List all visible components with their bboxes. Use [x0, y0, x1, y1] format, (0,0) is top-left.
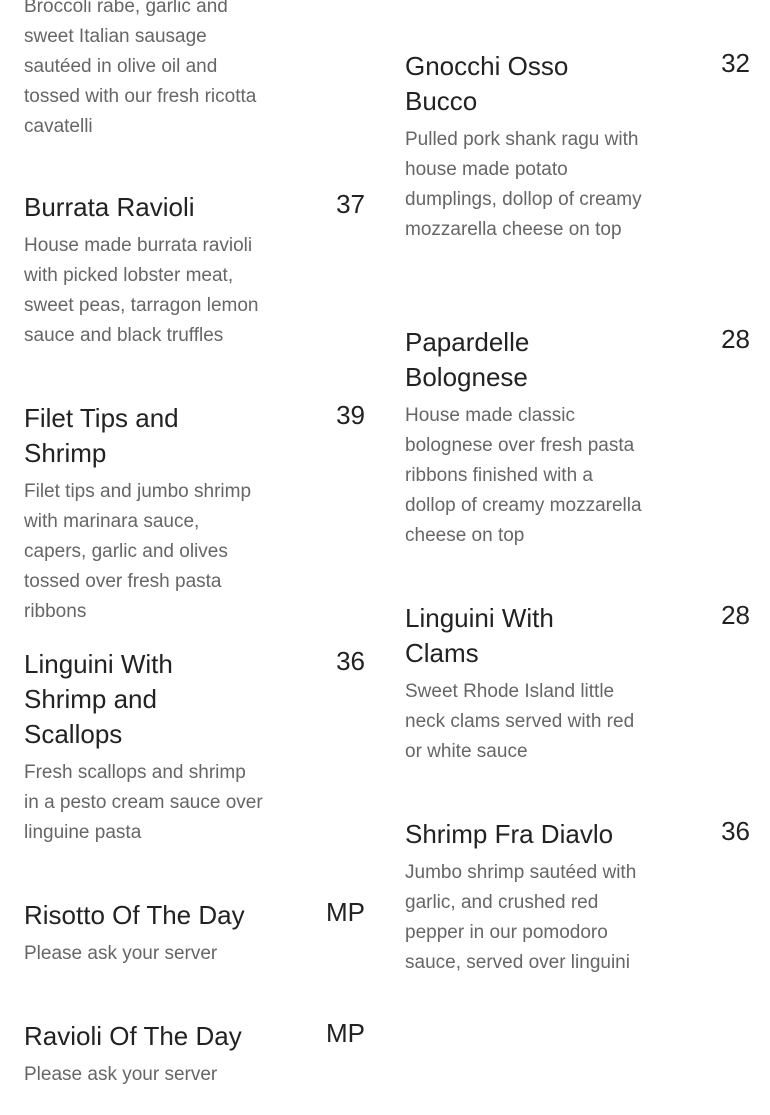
menu-item-header: [405, 49, 750, 119]
menu-item-description: House made burrata ravioli with picked lobster meat, sweet peas, tarragon lemon sauce and black truffles: [24, 235, 259, 346]
menu-item-name: Filet Tips and Shrimp: [24, 403, 179, 468]
menu-item-gnocchi-osso-bucco: [405, 49, 750, 245]
menu-item-header: [405, 601, 750, 671]
menu-item-name: Linguini With Clams: [405, 603, 554, 668]
menu-item-price: 37: [336, 189, 365, 219]
menu-item-ravioli-of-the-day: [24, 1019, 369, 1090]
menu-item-name: Linguini With Shrimp and Scallops: [24, 649, 173, 749]
menu-item-header: [24, 190, 369, 225]
menu-item-price: 39: [336, 400, 365, 430]
menu-item-price: 36: [721, 816, 750, 846]
menu-item-price: 36: [336, 646, 365, 676]
menu-item-description: Pulled pork shank ragu with house made potato dumplings, dollop of creamy mozzarella cheese on top: [405, 129, 642, 240]
menu-item-description: House made classic bolognese over fresh pasta ribbons finished with a dollop of creamy mozzarella cheese on top: [405, 405, 642, 546]
menu-item-shrimp-fra-diavlo: [405, 817, 750, 978]
menu-item-header: [24, 647, 369, 752]
menu-item-name: Ravioli Of The Day: [24, 1021, 242, 1051]
menu-item-header: [24, 898, 369, 933]
menu-item-price: 32: [721, 48, 750, 78]
menu-item-papardelle-bolognese: [405, 325, 750, 551]
menu-item-name: Burrata Ravioli: [24, 192, 195, 222]
menu-item-name: Papardelle Bolognese: [405, 327, 530, 392]
menu-item-linguini-shrimp-scallops: [24, 647, 369, 848]
menu-item-name: Risotto Of The Day: [24, 900, 245, 930]
menu-item-header: [405, 817, 750, 852]
menu-item-price: MP: [326, 1018, 365, 1048]
menu-item-price: 28: [721, 600, 750, 630]
menu-item-description: Fresh scallops and shrimp in a pesto cream sauce over linguine pasta: [24, 762, 263, 843]
menu-item-header: [24, 1019, 369, 1054]
menu-item-intro-partial: [24, 0, 369, 142]
menu-item-risotto-of-the-day: [24, 898, 369, 969]
menu-item-description: Please ask your server: [24, 943, 218, 964]
menu-item-burrata-ravioli: [24, 190, 369, 351]
menu-item-description: Please ask your server: [24, 1064, 218, 1085]
menu-item-description: Sweet Rhode Island little neck clams served with red or white sauce: [405, 681, 635, 762]
menu-item-header: [405, 325, 750, 395]
menu-item-name: Shrimp Fra Diavlo: [405, 819, 614, 849]
menu-item-description: Filet tips and jumbo shrimp with marinara sauce, capers, garlic and olives tossed over fresh pasta ribbons: [24, 481, 252, 622]
menu-item-description: Jumbo shrimp sautéed with garlic, and crushed red pepper in our pomodoro sauce, served over linguini: [405, 862, 637, 973]
menu-item-linguini-with-clams: [405, 601, 750, 767]
menu-item-filet-tips-shrimp: [24, 401, 369, 627]
menu-item-description: Broccoli rabe, garlic and sweet Italian sausage sautéed in olive oil and tossed with our fresh ricotta cavatelli: [24, 0, 257, 137]
menu-item-price: MP: [326, 897, 365, 927]
menu-item-price: 28: [721, 324, 750, 354]
menu-item-name: Gnocchi Osso Bucco: [405, 51, 569, 116]
menu-item-header: [24, 401, 369, 471]
